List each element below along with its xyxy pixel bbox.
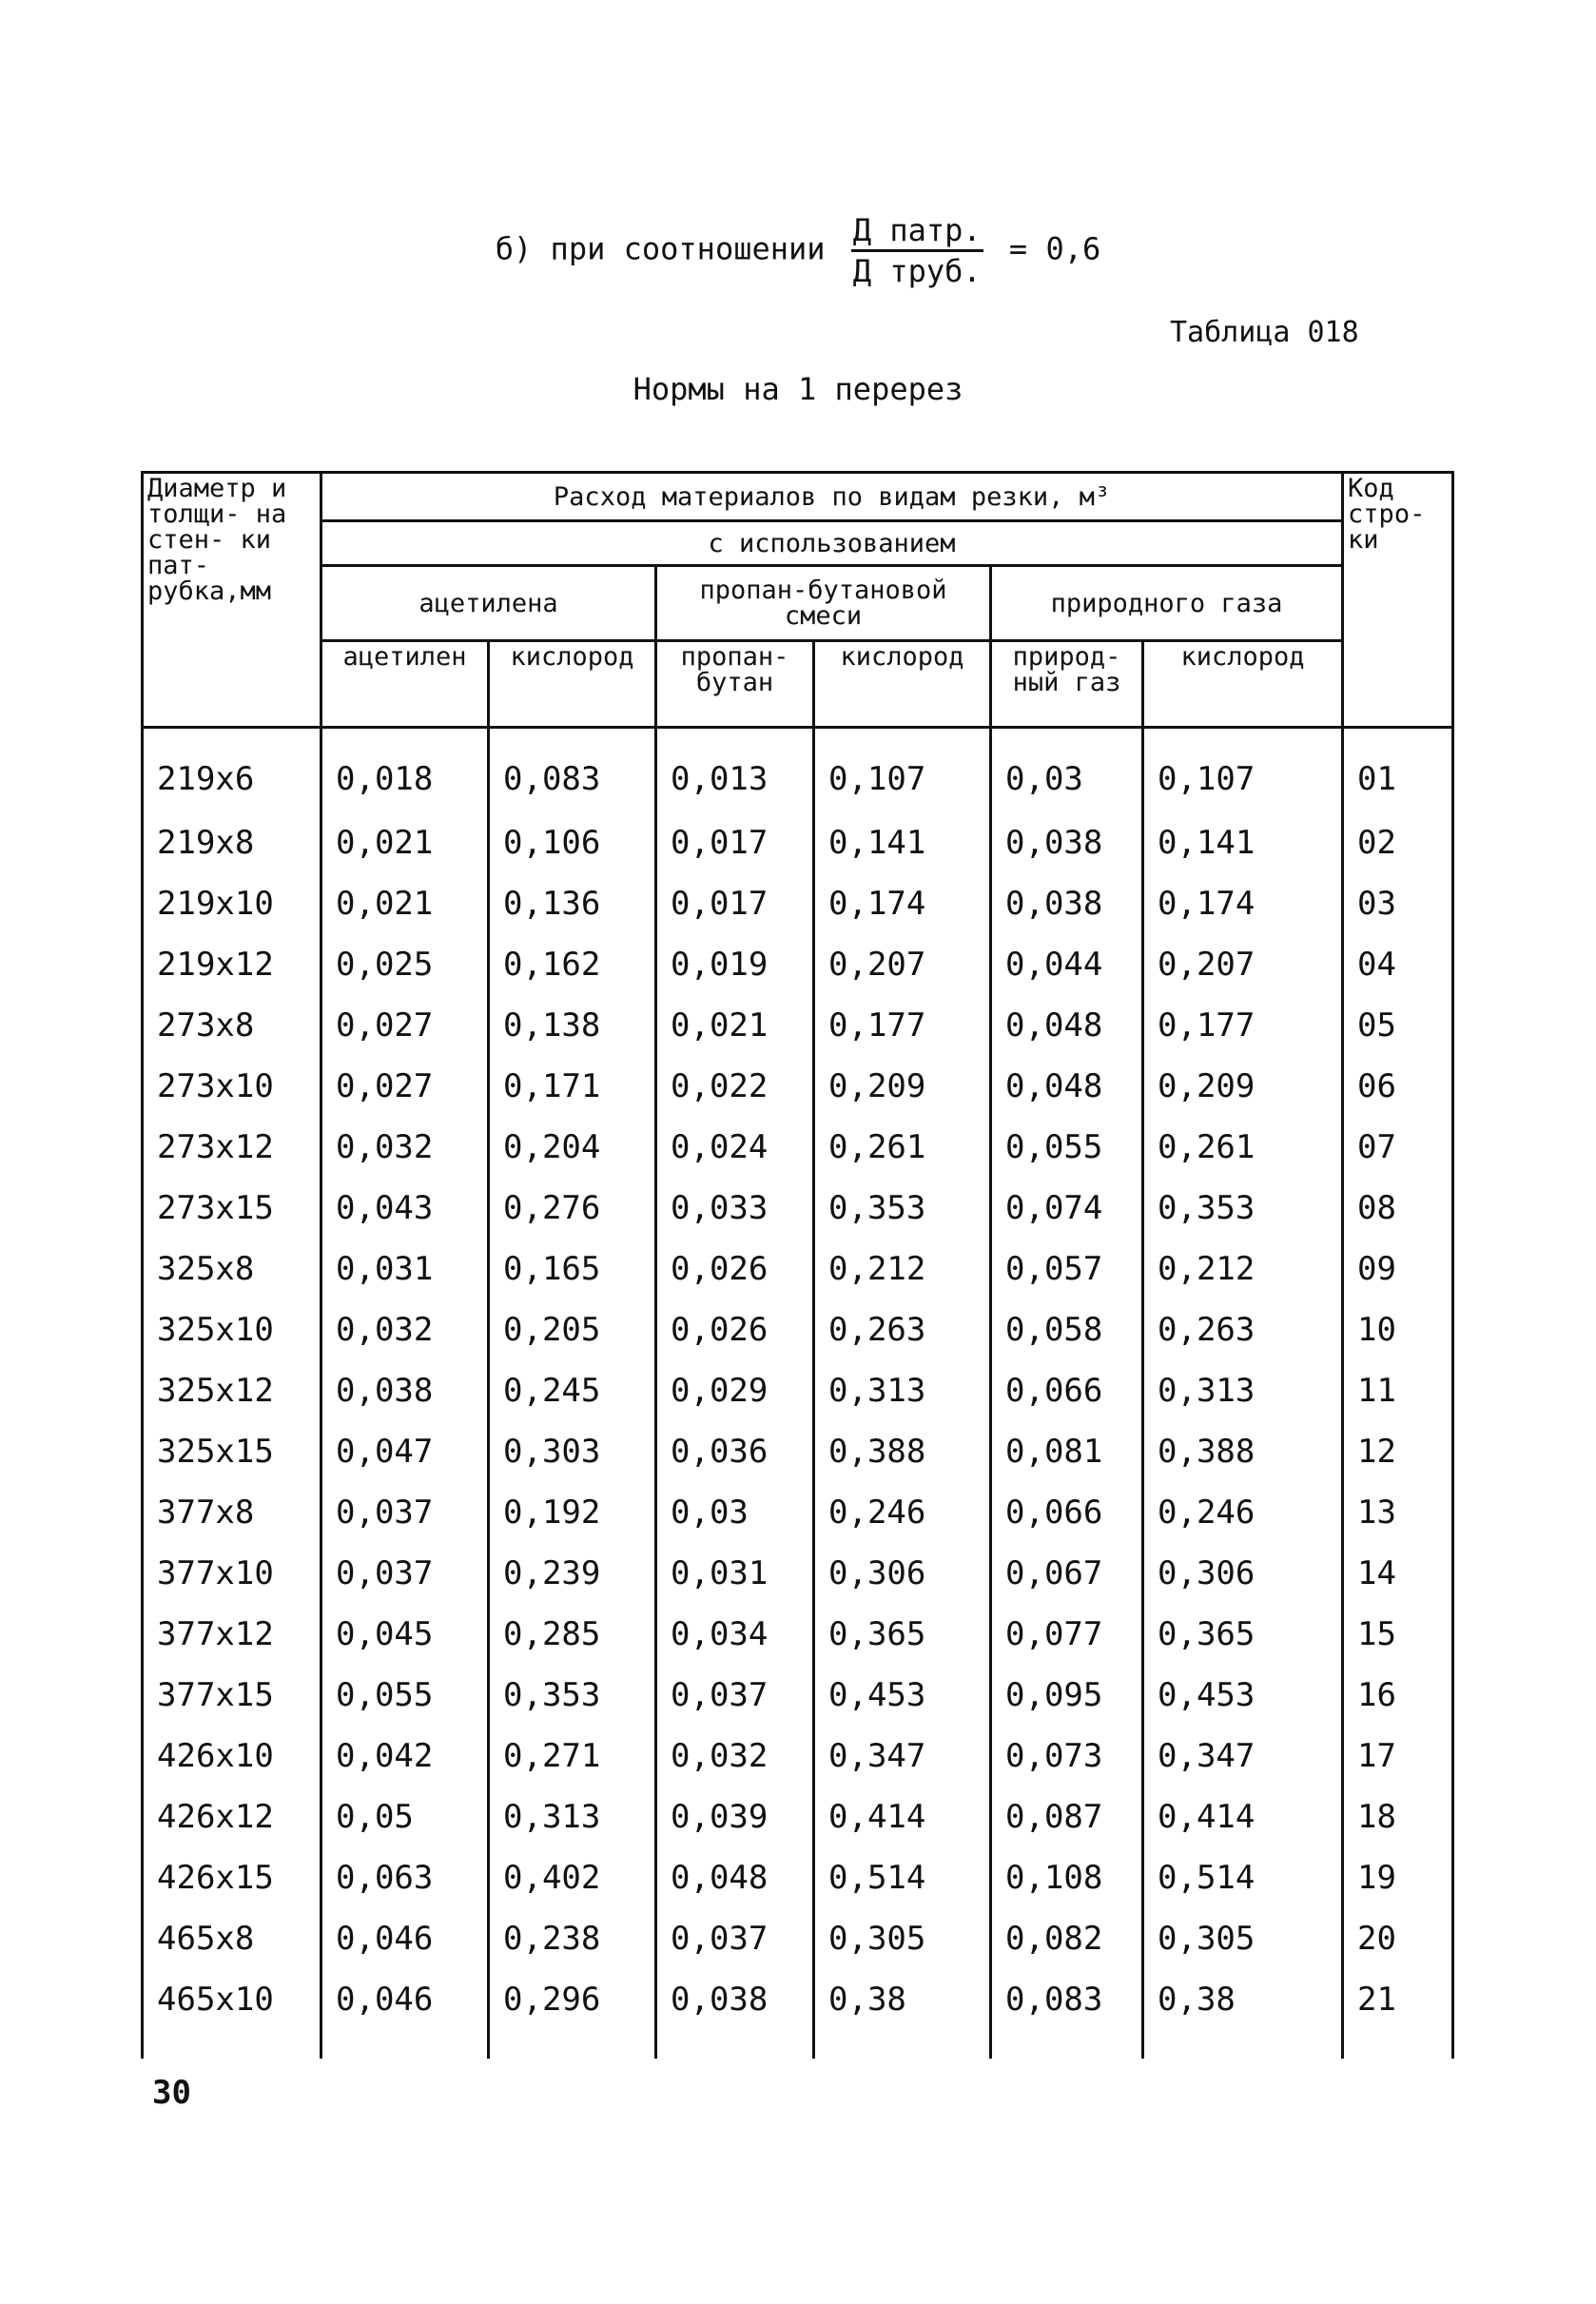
table-row [143, 1847, 1453, 1908]
cell-propane: 0,017 [656, 873, 814, 934]
header-natural-gas: природ- ный газ [991, 641, 1143, 728]
cell-oxygen-3: 0,246 [1143, 1482, 1343, 1543]
cell-natural: 0,038 [991, 812, 1143, 873]
cell-propane: 0,022 [656, 1056, 814, 1117]
cell-propane: 0,048 [656, 1847, 814, 1908]
header-acetylene: ацетилен [321, 641, 489, 728]
cell-oxygen-1: 0,136 [489, 873, 656, 934]
cell-oxygen-3: 0,388 [1143, 1421, 1343, 1482]
page-number: 30 [152, 2074, 191, 2112]
cell-oxygen-1: 0,271 [489, 1726, 656, 1787]
cell-code: 02 [1343, 812, 1453, 873]
cell-size: 219х6 [143, 728, 321, 813]
cell-oxygen-2: 0,207 [814, 934, 991, 995]
cell-natural: 0,067 [991, 1543, 1143, 1604]
cell-code: 01 [1343, 728, 1453, 813]
ratio-fraction [851, 211, 983, 290]
cell-size: 273х10 [143, 1056, 321, 1117]
table-row [143, 1604, 1453, 1665]
cell-oxygen-2: 0,353 [814, 1178, 991, 1239]
cell-size: 273х15 [143, 1178, 321, 1239]
cell-oxygen-2: 0,174 [814, 873, 991, 934]
cell-oxygen-1: 0,106 [489, 812, 656, 873]
cell-size: 219х10 [143, 873, 321, 934]
cell-oxygen-3: 0,414 [1143, 1787, 1343, 1847]
cell-acetylene: 0,055 [321, 1665, 489, 1726]
cell-acetylene: 0,031 [321, 1239, 489, 1299]
table-row [143, 1482, 1453, 1543]
cell-propane: 0,021 [656, 995, 814, 1056]
cell-acetylene: 0,063 [321, 1847, 489, 1908]
table-row [143, 1117, 1453, 1178]
cell-size: 426х15 [143, 1847, 321, 1908]
table-row [143, 1665, 1453, 1726]
cell-oxygen-1: 0,165 [489, 1239, 656, 1299]
table-row [143, 1360, 1453, 1421]
table-row [143, 1239, 1453, 1299]
cell-code: 11 [1343, 1360, 1453, 1421]
cell-code: 06 [1343, 1056, 1453, 1117]
cell-oxygen-3: 0,306 [1143, 1543, 1343, 1604]
cell-natural: 0,087 [991, 1787, 1143, 1847]
cell-oxygen-2: 0,453 [814, 1665, 991, 1726]
cell-code: 18 [1343, 1787, 1453, 1847]
table-row [143, 1726, 1453, 1787]
cell-acetylene: 0,021 [321, 812, 489, 873]
cell-natural: 0,055 [991, 1117, 1143, 1178]
cell-propane: 0,036 [656, 1421, 814, 1482]
cell-oxygen-3: 0,514 [1143, 1847, 1343, 1908]
cell-natural: 0,095 [991, 1665, 1143, 1726]
cell-oxygen-3: 0,353 [1143, 1178, 1343, 1239]
cell-natural: 0,081 [991, 1421, 1143, 1482]
cell-oxygen-1: 0,353 [489, 1665, 656, 1726]
cell-code: 04 [1343, 934, 1453, 995]
cell-oxygen-1: 0,171 [489, 1056, 656, 1117]
header-acetylene-group: ацетилена [321, 566, 656, 641]
cell-code: 14 [1343, 1543, 1453, 1604]
cell-oxygen-3: 0,38 [1143, 1969, 1343, 2059]
table-row [143, 995, 1453, 1056]
cell-natural: 0,048 [991, 1056, 1143, 1117]
cell-propane: 0,017 [656, 812, 814, 873]
cell-code: 20 [1343, 1908, 1453, 1969]
cell-oxygen-1: 0,296 [489, 1969, 656, 2059]
header-diameter: Диаметр и толщи- на стен- ки пат- рубка,мм [143, 473, 321, 728]
cell-natural: 0,108 [991, 1847, 1143, 1908]
cell-code: 03 [1343, 873, 1453, 934]
cell-propane: 0,037 [656, 1665, 814, 1726]
cell-size: 377х12 [143, 1604, 321, 1665]
cell-oxygen-2: 0,365 [814, 1604, 991, 1665]
cell-propane: 0,032 [656, 1726, 814, 1787]
cell-size: 325х10 [143, 1299, 321, 1360]
cell-size: 273х12 [143, 1117, 321, 1178]
cell-oxygen-2: 0,306 [814, 1543, 991, 1604]
cell-acetylene: 0,037 [321, 1543, 489, 1604]
cell-propane: 0,038 [656, 1969, 814, 2059]
cell-natural: 0,048 [991, 995, 1143, 1056]
cell-natural: 0,038 [991, 873, 1143, 934]
table-row [143, 1787, 1453, 1847]
cell-oxygen-3: 0,177 [1143, 995, 1343, 1056]
cell-acetylene: 0,021 [321, 873, 489, 934]
cell-oxygen-3: 0,453 [1143, 1665, 1343, 1726]
cell-oxygen-2: 0,209 [814, 1056, 991, 1117]
cell-code: 12 [1343, 1421, 1453, 1482]
cell-oxygen-2: 0,313 [814, 1360, 991, 1421]
header-oxygen-1: кислород [489, 641, 656, 728]
cell-size: 465х8 [143, 1908, 321, 1969]
table-body [143, 728, 1453, 2060]
ratio-numerator: Д патр. [851, 211, 983, 252]
table-row [143, 1908, 1453, 1969]
cell-oxygen-2: 0,246 [814, 1482, 991, 1543]
cell-propane: 0,034 [656, 1604, 814, 1665]
header-consumption: Расход материалов по видам резки, м³ [321, 473, 1343, 521]
cell-code: 07 [1343, 1117, 1453, 1178]
cell-size: 377х15 [143, 1665, 321, 1726]
header-propane-group: пропан-бутановой смеси [656, 566, 991, 641]
cell-oxygen-2: 0,414 [814, 1787, 991, 1847]
cell-size: 219х12 [143, 934, 321, 995]
ratio-prefix: б) при соотношении [495, 230, 826, 267]
cell-code: 21 [1343, 1969, 1453, 2059]
table-row [143, 1056, 1453, 1117]
cell-oxygen-3: 0,313 [1143, 1360, 1343, 1421]
cell-acetylene: 0,037 [321, 1482, 489, 1543]
cell-propane: 0,029 [656, 1360, 814, 1421]
cell-oxygen-2: 0,141 [814, 812, 991, 873]
cell-oxygen-2: 0,107 [814, 728, 991, 813]
cell-acetylene: 0,027 [321, 995, 489, 1056]
cell-natural: 0,066 [991, 1482, 1143, 1543]
cell-acetylene: 0,045 [321, 1604, 489, 1665]
cell-oxygen-3: 0,263 [1143, 1299, 1343, 1360]
cell-oxygen-1: 0,238 [489, 1908, 656, 1969]
cell-natural: 0,073 [991, 1726, 1143, 1787]
cell-acetylene: 0,05 [321, 1787, 489, 1847]
cell-oxygen-1: 0,303 [489, 1421, 656, 1482]
cell-oxygen-3: 0,305 [1143, 1908, 1343, 1969]
table-row [143, 1299, 1453, 1360]
cell-oxygen-1: 0,192 [489, 1482, 656, 1543]
cell-natural: 0,044 [991, 934, 1143, 995]
norms-table [141, 471, 1454, 2059]
ratio-suffix: = 0,6 [1008, 230, 1101, 267]
header-using: с использованием [321, 521, 1343, 566]
cell-oxygen-2: 0,514 [814, 1847, 991, 1908]
ratio-heading [0, 211, 1596, 290]
table-row [143, 1969, 1453, 2059]
cell-natural: 0,03 [991, 728, 1143, 813]
cell-oxygen-1: 0,245 [489, 1360, 656, 1421]
cell-propane: 0,039 [656, 1787, 814, 1847]
cell-propane: 0,024 [656, 1117, 814, 1178]
cell-code: 13 [1343, 1482, 1453, 1543]
cell-propane: 0,013 [656, 728, 814, 813]
cell-oxygen-1: 0,313 [489, 1787, 656, 1847]
cell-size: 325х15 [143, 1421, 321, 1482]
cell-oxygen-3: 0,107 [1143, 728, 1343, 813]
header-code: Код стро- ки [1343, 473, 1453, 728]
cell-code: 16 [1343, 1665, 1453, 1726]
cell-code: 09 [1343, 1239, 1453, 1299]
cell-oxygen-1: 0,205 [489, 1299, 656, 1360]
cell-oxygen-2: 0,263 [814, 1299, 991, 1360]
header-oxygen-3: кислород [1143, 641, 1343, 728]
cell-natural: 0,082 [991, 1908, 1143, 1969]
cell-oxygen-2: 0,177 [814, 995, 991, 1056]
cell-acetylene: 0,046 [321, 1969, 489, 2059]
cell-acetylene: 0,046 [321, 1908, 489, 1969]
cell-code: 10 [1343, 1299, 1453, 1360]
cell-natural: 0,083 [991, 1969, 1143, 2059]
cell-oxygen-3: 0,141 [1143, 812, 1343, 873]
cell-size: 377х8 [143, 1482, 321, 1543]
cell-code: 17 [1343, 1726, 1453, 1787]
cell-acetylene: 0,018 [321, 728, 489, 813]
cell-oxygen-2: 0,212 [814, 1239, 991, 1299]
cell-code: 05 [1343, 995, 1453, 1056]
cell-size: 325х12 [143, 1360, 321, 1421]
cell-oxygen-2: 0,305 [814, 1908, 991, 1969]
cell-oxygen-2: 0,347 [814, 1726, 991, 1787]
cell-acetylene: 0,027 [321, 1056, 489, 1117]
cell-size: 325х8 [143, 1239, 321, 1299]
cell-code: 19 [1343, 1847, 1453, 1908]
cell-oxygen-3: 0,212 [1143, 1239, 1343, 1299]
cell-propane: 0,033 [656, 1178, 814, 1239]
cell-acetylene: 0,043 [321, 1178, 489, 1239]
cell-acetylene: 0,025 [321, 934, 489, 995]
cell-size: 377х10 [143, 1543, 321, 1604]
cell-natural: 0,077 [991, 1604, 1143, 1665]
cell-oxygen-3: 0,209 [1143, 1056, 1343, 1117]
cell-size: 426х10 [143, 1726, 321, 1787]
table-number: Таблица 018 [1170, 316, 1359, 349]
table-row [143, 728, 1453, 813]
header-natural-group: природного газа [991, 566, 1343, 641]
table-row [143, 1421, 1453, 1482]
cell-oxygen-3: 0,347 [1143, 1726, 1343, 1787]
table-row [143, 812, 1453, 873]
table-row [143, 1543, 1453, 1604]
cell-natural: 0,058 [991, 1299, 1143, 1360]
cell-oxygen-1: 0,083 [489, 728, 656, 813]
table-row [143, 873, 1453, 934]
cell-oxygen-1: 0,138 [489, 995, 656, 1056]
cell-code: 08 [1343, 1178, 1453, 1239]
cell-propane: 0,037 [656, 1908, 814, 1969]
cell-oxygen-1: 0,285 [489, 1604, 656, 1665]
cell-oxygen-3: 0,365 [1143, 1604, 1343, 1665]
cell-oxygen-1: 0,204 [489, 1117, 656, 1178]
cell-natural: 0,057 [991, 1239, 1143, 1299]
cell-natural: 0,074 [991, 1178, 1143, 1239]
cell-oxygen-3: 0,207 [1143, 934, 1343, 995]
ratio-denominator: Д труб. [852, 253, 982, 289]
cell-oxygen-2: 0,261 [814, 1117, 991, 1178]
cell-size: 465х10 [143, 1969, 321, 2059]
cell-oxygen-1: 0,276 [489, 1178, 656, 1239]
cell-propane: 0,026 [656, 1299, 814, 1360]
cell-acetylene: 0,047 [321, 1421, 489, 1482]
cell-acetylene: 0,032 [321, 1117, 489, 1178]
cell-oxygen-2: 0,38 [814, 1969, 991, 2059]
cell-oxygen-3: 0,261 [1143, 1117, 1343, 1178]
cell-acetylene: 0,038 [321, 1360, 489, 1421]
cell-acetylene: 0,032 [321, 1299, 489, 1360]
cell-oxygen-1: 0,239 [489, 1543, 656, 1604]
header-oxygen-2: кислород [814, 641, 991, 728]
table-row [143, 934, 1453, 995]
table-row [143, 1178, 1453, 1239]
header-propane-butane: пропан- бутан [656, 641, 814, 728]
cell-oxygen-1: 0,162 [489, 934, 656, 995]
cell-propane: 0,03 [656, 1482, 814, 1543]
cell-oxygen-3: 0,174 [1143, 873, 1343, 934]
cell-oxygen-2: 0,388 [814, 1421, 991, 1482]
table-title: Нормы на 1 перерез [633, 371, 963, 407]
cell-size: 426х12 [143, 1787, 321, 1847]
cell-oxygen-1: 0,402 [489, 1847, 656, 1908]
cell-acetylene: 0,042 [321, 1726, 489, 1787]
cell-natural: 0,066 [991, 1360, 1143, 1421]
cell-size: 219х8 [143, 812, 321, 873]
cell-propane: 0,026 [656, 1239, 814, 1299]
cell-size: 273х8 [143, 995, 321, 1056]
cell-propane: 0,031 [656, 1543, 814, 1604]
cell-code: 15 [1343, 1604, 1453, 1665]
cell-propane: 0,019 [656, 934, 814, 995]
